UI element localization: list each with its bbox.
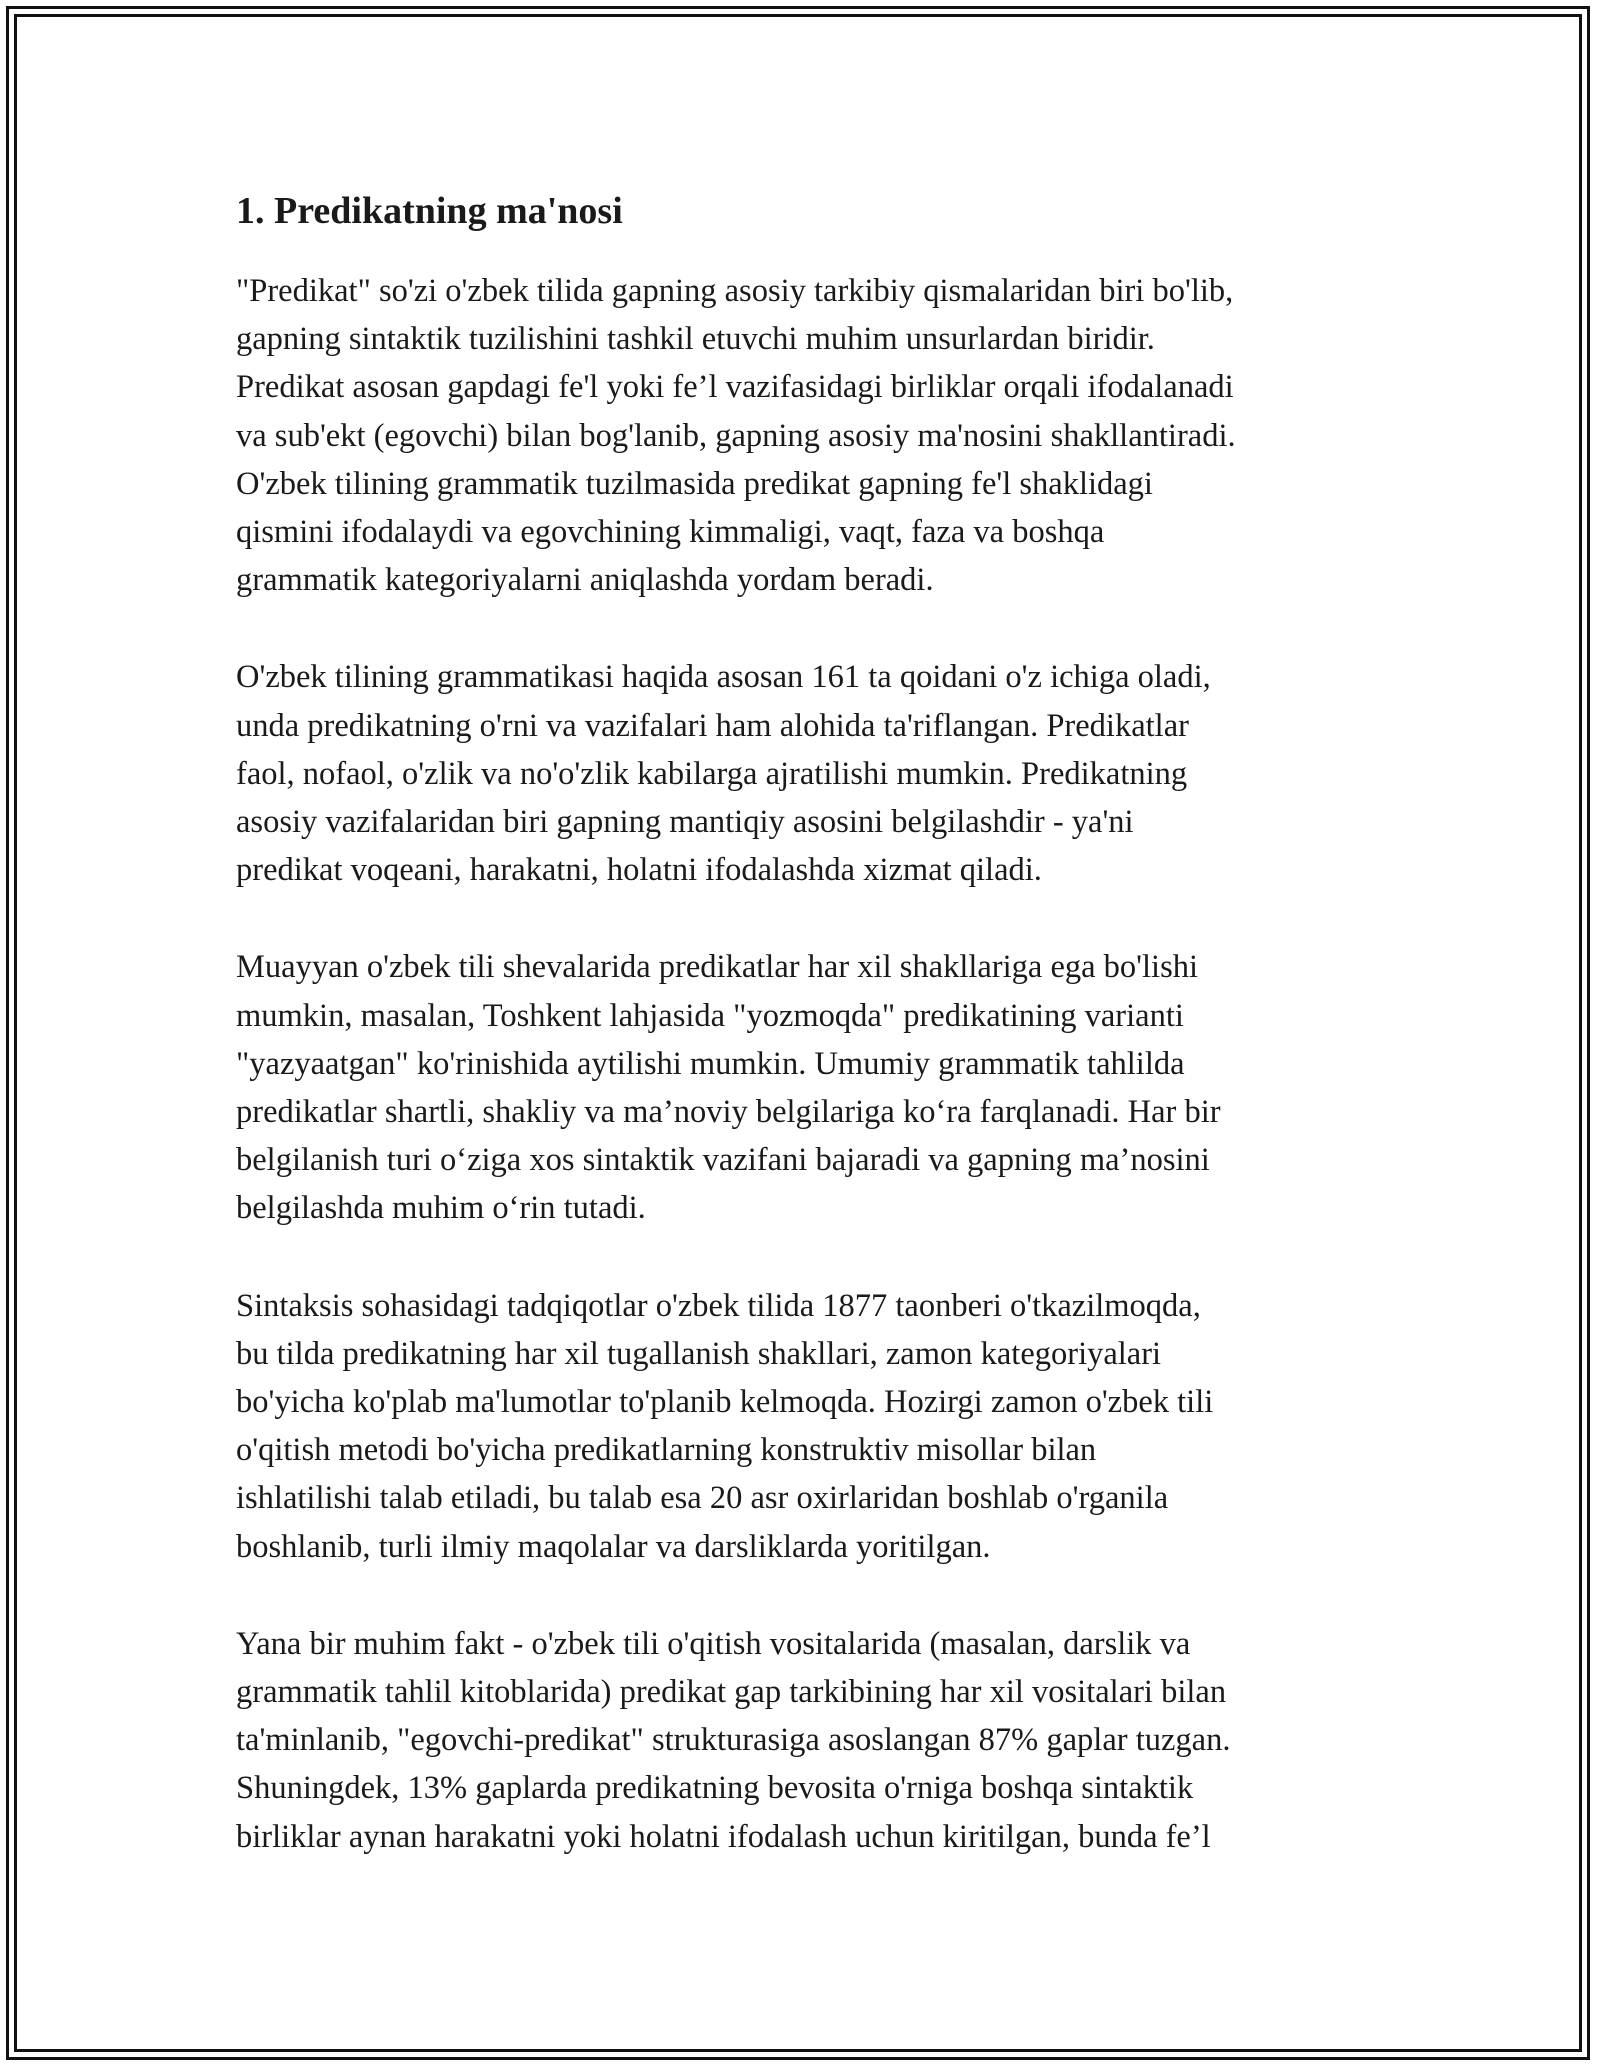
section-heading: 1. Predikatning ma'nosi <box>236 190 623 232</box>
paragraph-line: birliklar aynan harakatni yoki holatni ifodalash uchun kiritilgan, bunda fe’l <box>236 1818 1211 1855</box>
paragraph-line: qismini ifodalaydi va egovchining kimmaligi, vaqt, faza va boshqa <box>236 514 1105 551</box>
paragraph-line: Sintaksis sohasidagi tadqiqotlar o'zbek tilida 1877 taonberi o'tkazilmoqda, <box>236 1287 1201 1324</box>
paragraph-line: ta'minlanib, "egovchi-predikat" strukturasiga asoslangan 87% gaplar tuzgan. <box>236 1722 1231 1759</box>
paragraph-line: belgilashda muhim o‘rin tutadi. <box>236 1190 646 1227</box>
paragraph-4 <box>236 1282 1386 1571</box>
paragraph-line: predikatlar shartli, shakliy va ma’noviy belgilariga ko‘ra farqlanadi. Har bir <box>236 1094 1221 1131</box>
paragraph-line: O'zbek tilining grammatikasi haqida asosan 161 ta qoidani o'z ichiga oladi, <box>236 659 1211 696</box>
paragraph-3 <box>236 943 1386 1232</box>
paragraph-line: faol, nofaol, o'zlik va no'o'zlik kabilarga ajratilishi mumkin. Predikatning <box>236 755 1188 792</box>
paragraph-line: mumkin, masalan, Toshkent lahjasida "yozmoqda" predikatining varianti <box>236 997 1184 1034</box>
paragraph-line: va sub'ekt (egovchi) bilan bog'lanib, gapning asosiy ma'nosini shakllantiradi. <box>236 417 1236 454</box>
paragraph-line: Shuningdek, 13% gaplarda predikatning bevosita o'rniga boshqa sintaktik <box>236 1770 1194 1807</box>
paragraph-line: Muayyan o'zbek tili shevalarida predikatlar har xil shakllariga ega bo'lishi <box>236 949 1199 986</box>
paragraph-5 <box>236 1620 1386 1861</box>
paragraph-line: asosiy vazifalaridan biri gapning mantiqiy asosini belgilashdir - ya'ni <box>236 804 1134 841</box>
paragraph-line: "Predikat" so'zi o'zbek tilida gapning asosiy tarkibiy qismalaridan biri bo'lib, <box>236 273 1234 309</box>
paragraph-line: predikat voqeani, harakatni, holatni ifodalashda xizmat qiladi. <box>236 852 1042 889</box>
paragraph-line: Yana bir muhim fakt - o'zbek tili o'qitish vositalarida (masalan, darslik va <box>236 1625 1191 1662</box>
paragraph-line: gapning sintaktik tuzilishini tashkil etuvchi muhim unsurlardan biridir. <box>236 321 1155 358</box>
paragraph-line: belgilanish turi o‘ziga xos sintaktik vazifani bajaradi va gapning ma’nosini <box>236 1142 1210 1179</box>
paragraph-line: O'zbek tilining grammatik tuzilmasida predikat gapning fe'l shaklidagi <box>236 465 1153 502</box>
paragraph-line: o'qitish metodi bo'yicha predikatlarning konstruktiv misollar bilan <box>236 1432 1097 1469</box>
paragraph-2 <box>236 653 1386 894</box>
paragraph-line: bo'yicha ko'plab ma'lumotlar to'planib kelmoqda. Hozirgi zamon o'zbek tili <box>236 1384 1214 1421</box>
paragraph-line: Predikat asosan gapdagi fe'l yoki fe’l vazifasidagi birliklar orqali ifodalanadi <box>236 369 1234 406</box>
paragraph-line: "yazyaatgan" ko'rinishida aytilishi mumkin. Umumiy grammatik tahlilda <box>236 1045 1185 1082</box>
paragraph-line: ishlatilishi talab etiladi, bu talab esa 20 asr oxirlaridan boshlab o'rganila <box>236 1480 1169 1517</box>
paragraph-line: boshlanib, turli ilmiy maqolalar va darsliklarda yoritilgan. <box>236 1528 991 1565</box>
paragraph-line: grammatik kategoriyalarni aniqlashda yordam beradi. <box>236 562 934 599</box>
paragraph-line: unda predikatning o'rni va vazifalari ham alohida ta'riflangan. Predikatlar <box>236 707 1189 744</box>
paragraph-line: bu tilda predikatning har xil tugallanish shakllari, zamon kategoriyalari <box>236 1335 1162 1372</box>
paragraph-1 <box>236 267 1386 604</box>
document-body <box>236 185 1386 1910</box>
paragraph-line: grammatik tahlil kitoblarida) predikat gap tarkibining har xil vositalari bilan <box>236 1674 1227 1711</box>
